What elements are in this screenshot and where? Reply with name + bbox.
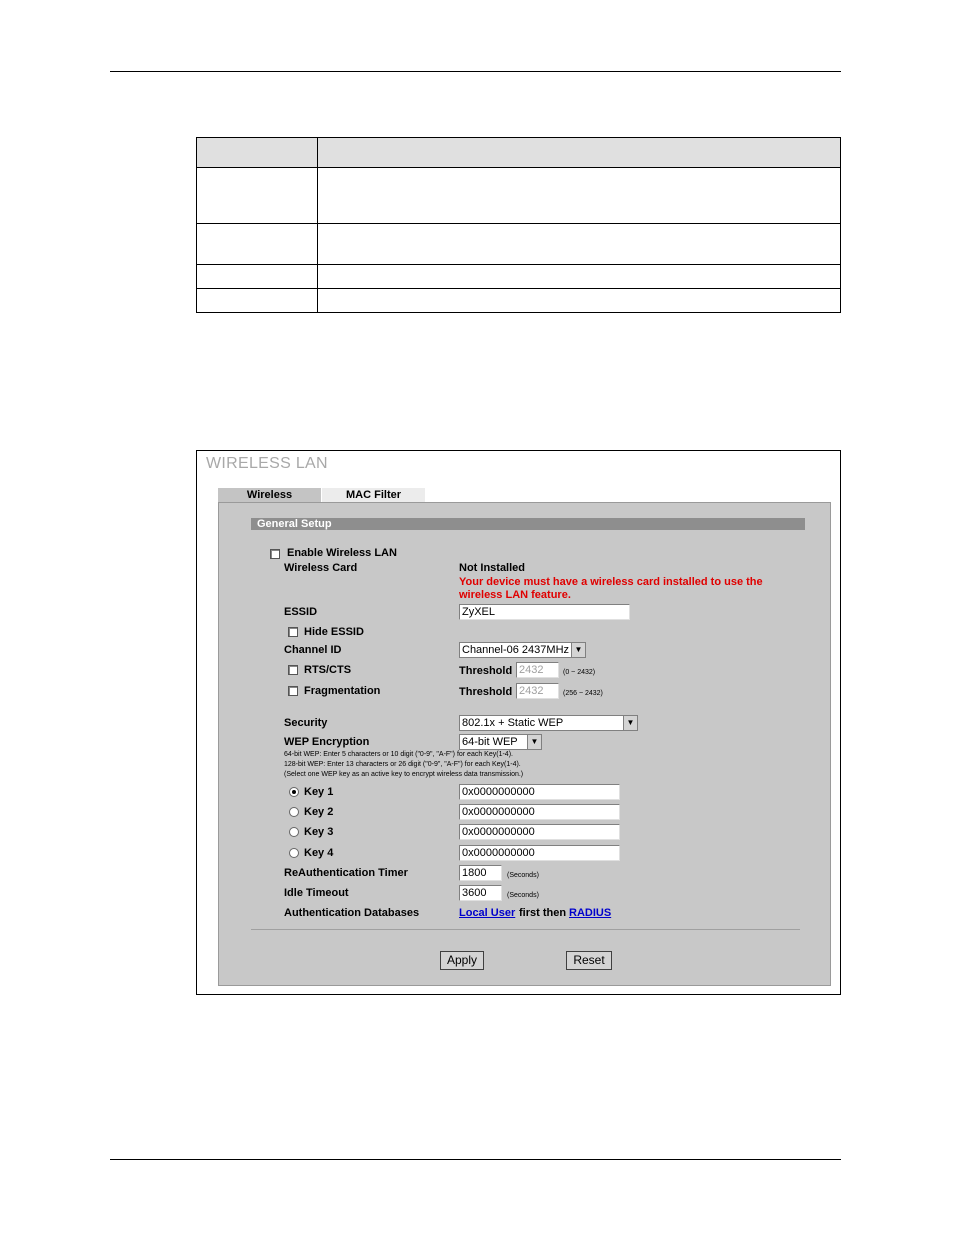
- table-header-row: [197, 138, 841, 168]
- channel-select-value: Channel-06 2437MHz: [462, 644, 570, 656]
- wep-help-64: 64-bit WEP: Enter 5 characters or 10 digit ("0-9", "A-F") for each Key(1-4).: [284, 751, 513, 758]
- hide-essid-label: Hide ESSID: [304, 626, 364, 638]
- frag-range: (256 ~ 2432): [563, 690, 603, 697]
- bottom-rule: [110, 1159, 841, 1160]
- idle-timeout-label: Idle Timeout: [284, 887, 349, 899]
- chevron-down-icon: ▼: [623, 716, 637, 730]
- doc-table: [196, 137, 841, 313]
- wep-select-value: 64-bit WEP: [462, 736, 518, 748]
- frag-threshold-input[interactable]: 2432: [516, 683, 559, 699]
- key4-input[interactable]: 0x0000000000: [459, 845, 620, 861]
- key2-label: Key 2: [304, 806, 334, 818]
- wep-label: WEP Encryption: [284, 736, 370, 748]
- table-row: [197, 289, 841, 313]
- channel-select[interactable]: [459, 642, 586, 658]
- security-select-value: 802.1x + Static WEP: [462, 717, 564, 729]
- reauth-unit: (Seconds): [507, 872, 539, 879]
- table-row: [197, 265, 841, 289]
- key3-input[interactable]: 0x0000000000: [459, 824, 620, 840]
- screenshot-frame: [196, 450, 841, 995]
- essid-label: ESSID: [284, 606, 318, 618]
- wireless-card-label: Wireless Card: [284, 562, 358, 574]
- tab-mac-filter[interactable]: MAC Filter: [322, 488, 425, 502]
- auth-db-mid-text: first then: [519, 907, 567, 919]
- page-title: WIRELESS LAN: [206, 455, 328, 472]
- rts-threshold-label: Threshold: [459, 665, 513, 677]
- chevron-down-icon: ▼: [527, 735, 541, 749]
- key3-radio[interactable]: [289, 827, 299, 837]
- key1-input[interactable]: 0x0000000000: [459, 784, 620, 800]
- tab-wireless[interactable]: Wireless: [218, 488, 321, 502]
- wep-help-select: (Select one WEP key as an active key to encrypt wireless data transmission.): [284, 771, 524, 778]
- rts-checkbox[interactable]: [288, 665, 298, 675]
- key2-input[interactable]: 0x0000000000: [459, 804, 620, 820]
- chevron-down-icon: ▼: [571, 643, 585, 657]
- top-rule: [110, 71, 841, 72]
- enable-wireless-label: Enable Wireless LAN: [287, 547, 397, 559]
- divider: [251, 929, 800, 930]
- key4-radio[interactable]: [289, 848, 299, 858]
- radius-link[interactable]: RADIUS: [569, 907, 612, 919]
- wep-select[interactable]: [459, 734, 542, 750]
- security-label: Security: [284, 717, 328, 729]
- table-row: [197, 224, 841, 265]
- idle-timeout-unit: (Seconds): [507, 892, 539, 899]
- essid-input[interactable]: ZyXEL: [459, 604, 630, 620]
- rts-threshold-input[interactable]: 2432: [516, 662, 559, 678]
- fragmentation-label: Fragmentation: [304, 685, 381, 697]
- table-row: [197, 168, 841, 224]
- auth-db-label: Authentication Databases: [284, 907, 420, 919]
- reauth-input[interactable]: 1800: [459, 865, 502, 881]
- rts-range: (0 ~ 2432): [563, 669, 596, 676]
- key4-label: Key 4: [304, 847, 334, 859]
- local-user-link[interactable]: Local User: [459, 907, 516, 919]
- frag-threshold-label: Threshold: [459, 686, 513, 698]
- section-title: General Setup: [251, 518, 805, 530]
- key1-label: Key 1: [304, 786, 334, 798]
- wireless-card-value: Not Installed: [459, 562, 526, 574]
- settings-panel: [218, 502, 831, 986]
- key2-radio[interactable]: [289, 807, 299, 817]
- radio-dot: [292, 790, 296, 794]
- rts-label: RTS/CTS: [304, 664, 352, 676]
- reauth-label: ReAuthentication Timer: [284, 867, 408, 879]
- fragmentation-checkbox[interactable]: [288, 686, 298, 696]
- security-select[interactable]: [459, 715, 638, 731]
- hide-essid-checkbox[interactable]: [288, 627, 298, 637]
- apply-button[interactable]: Apply: [440, 951, 484, 970]
- warning-text: Your device must have a wireless card installed to use the wireless LAN feature.: [459, 576, 763, 601]
- channel-label: Channel ID: [284, 644, 342, 656]
- enable-wireless-checkbox[interactable]: [270, 549, 280, 559]
- idle-timeout-input[interactable]: 3600: [459, 885, 502, 901]
- reset-button[interactable]: Reset: [566, 951, 612, 970]
- key1-radio[interactable]: [289, 787, 299, 797]
- wep-help-128: 128-bit WEP: Enter 13 characters or 26 digit ("0-9", "A-F") for each Key(1-4).: [284, 761, 521, 768]
- key3-label: Key 3: [304, 826, 334, 838]
